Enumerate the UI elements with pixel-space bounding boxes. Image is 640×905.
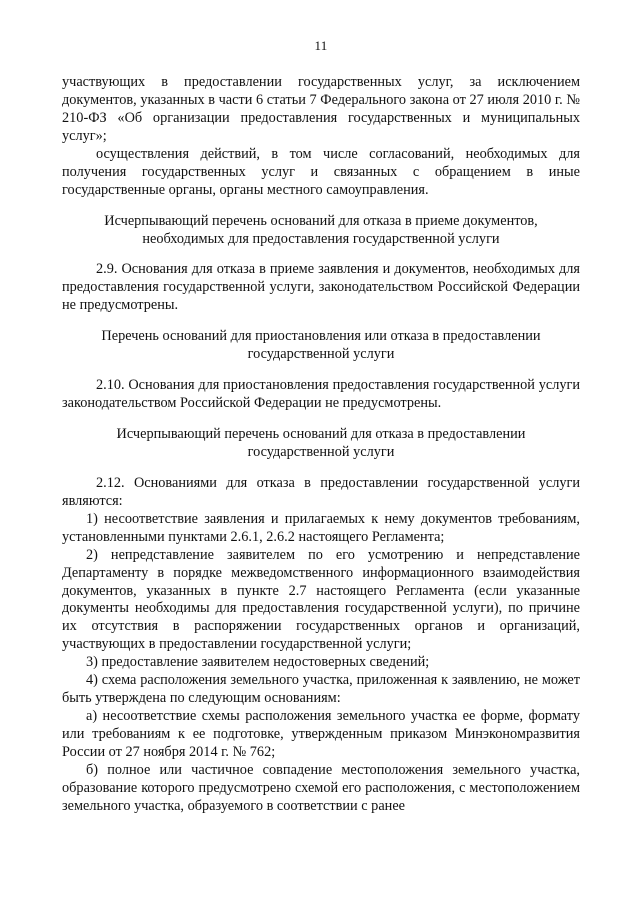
paragraph-2-12: 2.12. Основаниями для отказа в предоставлении государственной услуги являются: [62,474,580,509]
list-item-2: 2) непредставление заявителем по его усмотрению и непредставление Департаменту в порядке межведомственного информационного взаимодействия документов, указанных в пункте 2.7 настоящего Регламента (если указанные документы необходимы для предоставления государственной услуги), по причине их отсутствия в распоряжении государственных органов и организаций, участвующих в предоставлении государственной услуги; [62,546,580,653]
paragraph-actions: осуществления действий, в том числе согласований, необходимых для получения государственных услуг и связанных с обращением в иные государственные органы, органы местного самоуправления. [62,145,580,198]
list-item-1: 1) несоответствие заявления и прилагаемых к нему документов требованиям, установленными пунктами 2.6.1, 2.6.2 настоящего Регламента; [62,510,580,545]
heading-suspension-refusal-line2: государственной услуги [247,346,395,363]
list-item-4b: б) полное или частичное совпадение местоположения земельного участка, образование которого предусмотрено схемой его расположения, с местоположением земельного участка, образуемого в соответствии с ранее [62,761,580,814]
list-item-4a: а) несоответствие схемы расположения земельного участка ее форме, формату или требованиям к ее подготовке, утвержденным приказом Минэкономразвития России от 27 ноября 2014 г. № 762; [62,708,580,760]
paragraph-2-10: 2.10. Основания для приостановления предоставления государственной услуги законодательством Российской Федерации не предусмотрены. [62,377,580,412]
heading-exhaustive-refusal [62,426,580,462]
heading-exhaustive-refusal-line2: государственной услуги [247,443,395,460]
paragraph-2-9: 2.9. Основания для отказа в приеме заявления и документов, необходимых для предоставления государственной услуги, законодательством Российской Федерации не предусмотрены. [62,261,580,314]
heading-suspension-refusal [62,328,580,364]
heading-refusal-acceptance [62,213,580,249]
list-item-3: 3) предоставление заявителем недостоверных сведений; [86,654,430,671]
document-body [62,74,580,816]
paragraph-continuation: участвующих в предоставлении государственных услуг, за исключением документов, указанных в части 6 статьи 7 Федерального закона от 27 июля 2010 г. № 210-ФЗ «Об организации предоставления государственных и муниципальных услуг»; [62,74,580,144]
heading-exhaustive-refusal-line1: Исчерпывающий перечень оснований для отказа в предоставлении [116,426,526,442]
heading-refusal-acceptance-line2: необходимых для предоставления государственной услуги [142,230,500,247]
heading-suspension-refusal-line1: Перечень оснований для приостановления или отказа в предоставлении [101,328,541,345]
page-number: 11 [314,38,328,53]
heading-refusal-acceptance-line1: Исчерпывающий перечень оснований для отказа в приеме документов, [104,212,538,229]
list-item-4: 4) схема расположения земельного участка, приложенная к заявлению, не может быть утверждена по следующим основаниям: [62,672,580,707]
